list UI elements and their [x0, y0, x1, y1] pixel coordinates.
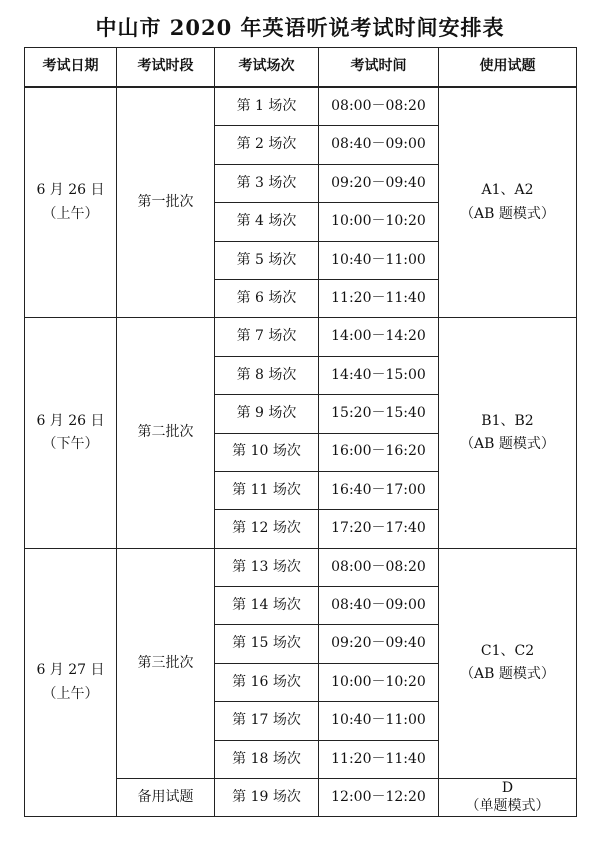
- session-cell: 第 14 场次: [215, 587, 319, 625]
- time-cell: 14:00－14:20: [319, 318, 439, 356]
- time-cell: 17:20－17:40: [319, 510, 439, 548]
- header-exam-period: 考试时段: [117, 48, 215, 87]
- table-row: [25, 318, 577, 356]
- time-cell: 10:00－10:20: [319, 663, 439, 701]
- session-cell: 第 10 场次: [215, 433, 319, 471]
- table-row: [25, 88, 577, 126]
- paper-cell: [439, 779, 577, 817]
- paper-text: D: [501, 780, 514, 797]
- date-cell: [25, 318, 117, 548]
- session-cell: 第 5 场次: [215, 241, 319, 279]
- batch-cell: 第二批次: [117, 318, 215, 548]
- session-cell: 第 2 场次: [215, 126, 319, 164]
- session-cell: 第 8 场次: [215, 356, 319, 394]
- session-cell: 第 18 场次: [215, 740, 319, 778]
- session-cell: 第 13 场次: [215, 548, 319, 586]
- session-cell: 第 6 场次: [215, 279, 319, 317]
- time-cell: 10:40－11:00: [319, 241, 439, 279]
- schedule-table: [24, 47, 577, 817]
- mode-text: （AB 题模式）: [460, 205, 555, 222]
- paper-cell: [439, 88, 577, 318]
- mode-text: （AB 题模式）: [460, 436, 555, 453]
- batch-cell: 第一批次: [117, 88, 215, 318]
- paper-text: C1、C2: [480, 642, 535, 659]
- date-cell: [25, 88, 117, 318]
- mode-text: （AB 题模式）: [460, 666, 555, 683]
- half-day-text: （上午）: [42, 205, 99, 222]
- time-cell: 09:20－09:40: [319, 164, 439, 202]
- date-cell: [25, 548, 117, 817]
- half-day-text: （上午）: [42, 685, 99, 702]
- paper-cell: [439, 548, 577, 778]
- time-cell: 10:00－10:20: [319, 203, 439, 241]
- paper-text: A1、A2: [481, 182, 534, 199]
- table-header-row: [25, 48, 577, 87]
- session-cell: 第 11 场次: [215, 471, 319, 509]
- paper-cell: [439, 318, 577, 548]
- time-cell: 11:20－11:40: [319, 740, 439, 778]
- time-cell: 16:40－17:00: [319, 471, 439, 509]
- mode-text: （单题模式）: [465, 797, 550, 814]
- session-cell: 第 3 场次: [215, 164, 319, 202]
- time-cell: 08:40－09:00: [319, 587, 439, 625]
- time-cell: 14:40－15:00: [319, 356, 439, 394]
- session-cell: 第 17 场次: [215, 702, 319, 740]
- header-exam-date: 考试日期: [25, 48, 117, 87]
- session-cell: 第 16 场次: [215, 663, 319, 701]
- time-cell: 15:20－15:40: [319, 395, 439, 433]
- session-cell: 第 12 场次: [215, 510, 319, 548]
- time-cell: 08:00－08:20: [319, 548, 439, 586]
- session-cell: 第 9 场次: [215, 395, 319, 433]
- time-cell: 10:40－11:00: [319, 702, 439, 740]
- table-row: [25, 548, 577, 586]
- batch-cell: 第三批次: [117, 548, 215, 778]
- time-cell: 08:00－08:20: [319, 88, 439, 126]
- time-cell: 11:20－11:40: [319, 279, 439, 317]
- time-cell: 08:40－09:00: [319, 126, 439, 164]
- session-cell: 第 15 场次: [215, 625, 319, 663]
- session-cell: 第 1 场次: [215, 88, 319, 126]
- time-cell: 12:00－12:20: [319, 779, 439, 817]
- date-text: 6 月 27 日: [36, 662, 105, 679]
- session-cell: 第 7 场次: [215, 318, 319, 356]
- header-exam-session: 考试场次: [215, 48, 319, 87]
- page-title: 中山市 2020 年英语听说考试时间安排表: [95, 15, 505, 40]
- header-paper-used: 使用试题: [439, 48, 577, 87]
- time-cell: 09:20－09:40: [319, 625, 439, 663]
- backup-batch-cell: 备用试题: [117, 779, 215, 817]
- time-cell: 16:00－16:20: [319, 433, 439, 471]
- half-day-text: （下午）: [42, 436, 99, 453]
- session-cell: 第 19 场次: [215, 779, 319, 817]
- date-text: 6 月 26 日: [36, 182, 105, 199]
- paper-text: B1、B2: [481, 412, 534, 429]
- session-cell: 第 4 场次: [215, 203, 319, 241]
- header-exam-time: 考试时间: [319, 48, 439, 87]
- date-text: 6 月 26 日: [36, 412, 105, 429]
